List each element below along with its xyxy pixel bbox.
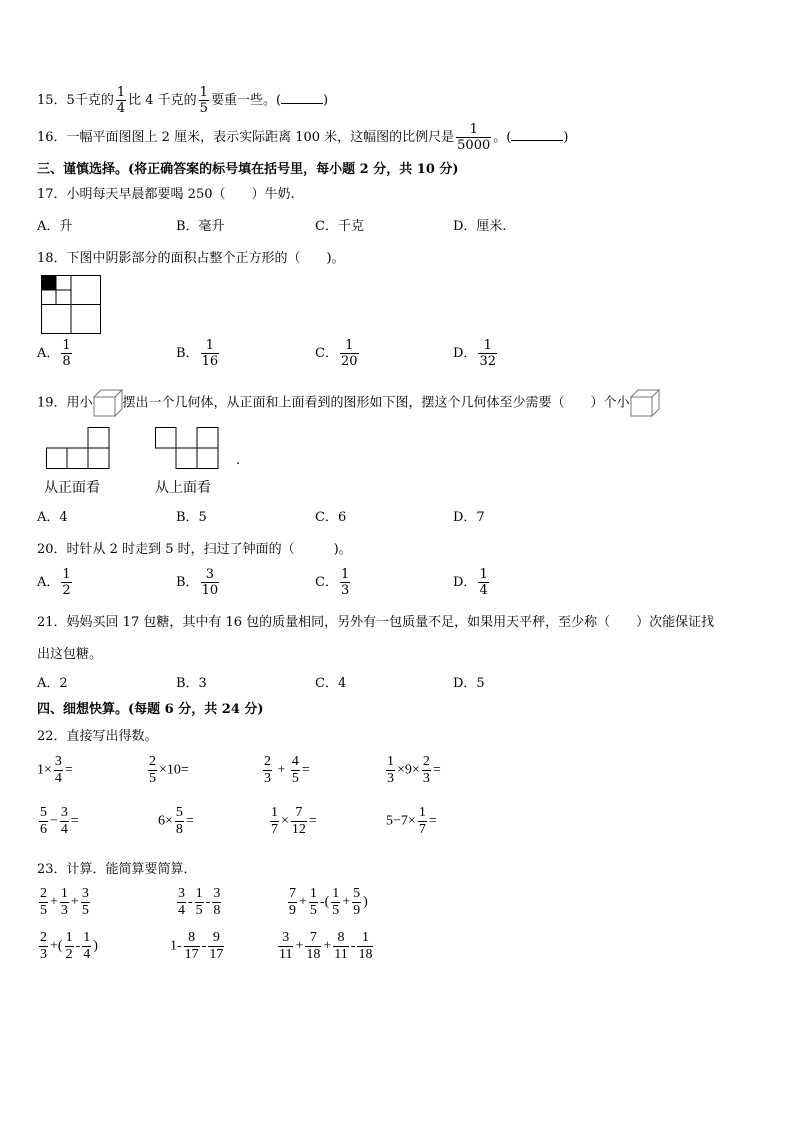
option-b[interactable]: B．3: [176, 676, 207, 691]
expression: 6× $\frac{5}{8}$ =: [158, 805, 194, 837]
question-17: 17．小明每天早晨都要喝 250（ ）牛奶.: [37, 187, 295, 202]
option-a[interactable]: A．2: [37, 676, 68, 691]
cube-icon: [93, 389, 123, 417]
square-grid-figure: [41, 275, 101, 335]
question-21-cont: 出这包糖。: [37, 647, 103, 662]
option-b[interactable]: B． $\frac{3}{10}$: [176, 567, 219, 598]
option-a[interactable]: A． $\frac{1}{2}$: [37, 567, 71, 598]
question-20: 20．时针从 2 时走到 5 时，扫过了钟面的（ )。: [37, 542, 352, 557]
option-a[interactable]: A．升: [37, 219, 73, 234]
section-4-heading: 四、细想快算。(每题 6 分，共 24 分): [37, 702, 264, 717]
q16-text: 16．一幅平面图图上 2 厘米，表示实际距离 100 米，这幅图的比例尺是: [37, 130, 455, 145]
expression: $\frac{2}{3}$ +( $\frac{1}{2}$ - $\frac{1}{4}$ ): [40, 930, 98, 962]
option-c[interactable]: C． $\frac{1}{3}$: [315, 567, 350, 598]
option-a[interactable]: A．4: [37, 510, 68, 525]
answer-blank[interactable]: [511, 128, 563, 141]
expression: $\frac{2}{5}$ + $\frac{1}{3}$ + $\frac{3}{5}$: [40, 886, 89, 918]
expression: $\frac{7}{9}$ + $\frac{1}{5}$ -( $\frac{1}{5}$ + $\frac{5}{9}$ ): [289, 886, 368, 918]
top-view-figure: [155, 427, 219, 469]
expression: $\frac{3}{4}$ - $\frac{1}{5}$ - $\frac{3}{8}$: [178, 886, 221, 918]
fraction: $\frac{1}{4}$: [116, 85, 126, 116]
expression: $\frac{3}{11}$ + $\frac{7}{18}$ + $\frac{8}{11}$ - $\frac{1}{18}$: [279, 930, 373, 962]
period: .: [236, 453, 241, 468]
option-a[interactable]: A． $\frac{1}{8}$: [37, 338, 71, 369]
option-d[interactable]: D． $\frac{1}{4}$: [453, 567, 488, 598]
q15-text: 15．5千克的: [37, 93, 114, 108]
question-23: 23．计算．能简算要简算．: [37, 862, 197, 877]
expression: 1- $\frac{8}{17}$ - $\frac{9}{17}$: [170, 930, 224, 962]
question-19: 19．用小 摆出一个几何体，从正面和上面看到的图形如下图，摆这个几何体至少需要（ ）个小: [37, 389, 660, 417]
expression: $\frac{5}{6}$ − $\frac{3}{4}$ =: [40, 805, 79, 837]
question-18: 18．下图中阴影部分的面积占整个正方形的（ )。: [37, 251, 345, 266]
caption-top-view: 从上面看: [155, 480, 211, 496]
fraction: $\frac{1}{5}$: [199, 85, 208, 116]
question-21: 21．妈妈买回 17 包糖，其中有 16 包的质量相同，另外有一包质量不足，如果用天平秤，至少称（ ）次能保证找: [37, 615, 715, 630]
q15-text: 比 4 千克的: [128, 93, 197, 108]
option-b[interactable]: B．毫升: [176, 219, 225, 234]
option-c[interactable]: C．千克: [315, 219, 364, 234]
expression: $\frac{2}{3}$ + $\frac{4}{5}$ =: [264, 754, 310, 786]
option-b[interactable]: B． $\frac{1}{16}$: [176, 338, 219, 369]
option-c[interactable]: C．4: [315, 676, 347, 691]
option-c[interactable]: C．6: [315, 510, 347, 525]
fraction: $\frac{1}{5000}$: [457, 122, 491, 153]
option-d[interactable]: D．厘米.: [453, 219, 507, 234]
option-d[interactable]: D．7: [453, 510, 485, 525]
q16-text: 。(: [493, 130, 512, 145]
question-22: 22．直接写出得数。: [37, 729, 158, 744]
expression: $\frac{1}{7}$ × $\frac{7}{12}$ =: [271, 805, 317, 837]
expression: $\frac{1}{3}$ ×9× $\frac{2}{3}$ =: [387, 754, 441, 786]
answer-blank[interactable]: [281, 91, 323, 104]
question-15: 15．5千克的 $\frac{1}{4}$ 比 4 千克的 $\frac{1}{5}$ 要重一些。( ): [37, 85, 329, 116]
caption-front-view: 从正面看: [44, 480, 100, 496]
section-3-heading: 三、谨慎选择。(将正确答案的标号填在括号里，每小题 2 分，共 10 分): [37, 162, 459, 177]
option-d[interactable]: D． $\frac{1}{32}$: [453, 338, 496, 369]
q15-text: 要重一些。(: [210, 93, 282, 108]
cube-icon: [630, 389, 660, 417]
option-d[interactable]: D．5: [453, 676, 485, 691]
expression: $\frac{2}{5}$ ×10=: [149, 754, 189, 786]
option-b[interactable]: B．5: [176, 510, 207, 525]
expression: 1× $\frac{3}{4}$ =: [37, 754, 73, 786]
front-view-figure: [46, 427, 110, 469]
option-c[interactable]: C． $\frac{1}{20}$: [315, 338, 358, 369]
question-16: 16．一幅平面图图上 2 厘米，表示实际距离 100 米，这幅图的比例尺是 $\frac{1}{5000}$ 。( ): [37, 122, 569, 153]
expression: 5−7× $\frac{1}{7}$ =: [386, 805, 437, 837]
